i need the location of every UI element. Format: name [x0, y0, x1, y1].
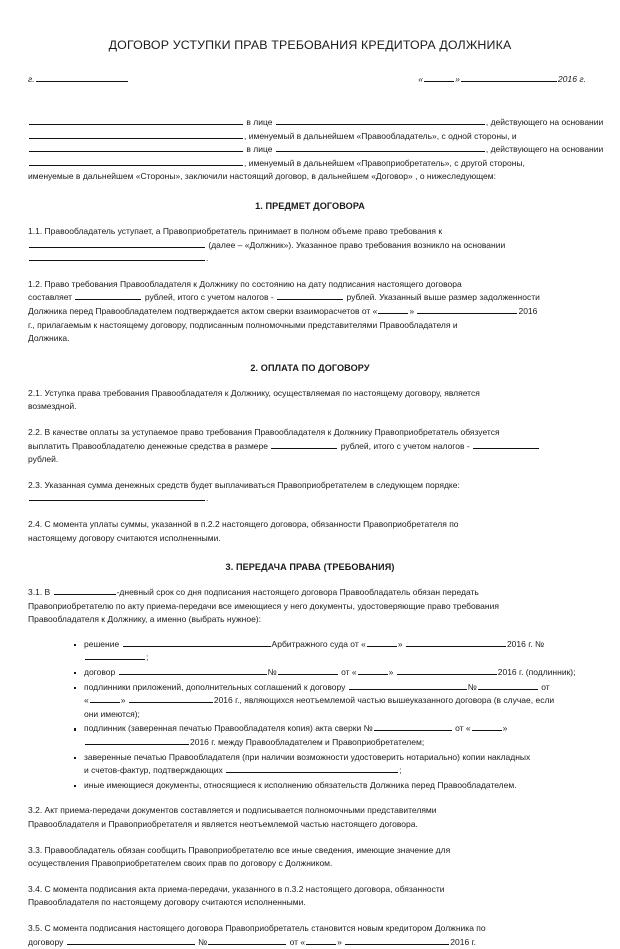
payment-amount-blank[interactable]	[271, 441, 337, 449]
page-title: ДОГОВОР УСТУПКИ ПРАВ ТРЕБОВАНИЯ КРЕДИТОРА ДОЛЖНИКА	[108, 38, 512, 52]
licensor-name-blank[interactable]	[29, 117, 243, 125]
clause-1-2-d: рублей. Указанный выше размер задолженности	[346, 292, 540, 303]
payment-order-blank[interactable]	[29, 493, 205, 501]
contract-day-blank[interactable]	[358, 667, 388, 675]
city-blank[interactable]	[36, 74, 128, 82]
date-field	[418, 74, 592, 84]
doc-1-p2: Арбитражного суда от	[271, 638, 359, 649]
doc-3-q-open: «	[84, 695, 89, 706]
licensor-representative-blank[interactable]	[276, 117, 485, 125]
party-line-3-mid: в лице	[246, 144, 273, 155]
clause-3-3-b: осуществления Правоприобретателем своих прав по договору с Должником.	[28, 858, 333, 869]
clause-3-4-a: 3.4. С момента подписания акта приема-передачи, указанного в п.3.2 настоящего договора, обязанности	[28, 883, 445, 894]
doc-5-p1: заверенные печатью Правообладателя (при наличии возможности удостоверить нотариально) копии накладных	[84, 751, 531, 762]
assignee-name-blank[interactable]	[29, 144, 243, 152]
list-item	[28, 681, 592, 722]
doc-1-p1: решение	[84, 638, 120, 649]
clause-3-4	[28, 883, 592, 910]
new-creditor-number-blank[interactable]	[208, 937, 286, 945]
annex-contract-blank[interactable]	[349, 682, 467, 690]
clause-1-2-c: рублей, итого с учетом налогов -	[144, 292, 274, 303]
party-line-2	[28, 130, 592, 144]
clause-3-5-b: договору	[28, 936, 64, 947]
date-quote-close: »	[455, 74, 460, 85]
list-item	[28, 751, 592, 778]
clause-1-1-a: 1.1. Правообладатель уступает, а Правоприобретатель принимает в полном объеме право требования к	[28, 226, 443, 237]
party-line-4	[28, 157, 592, 171]
doc-2-p2: №	[267, 667, 277, 678]
recon-quote-open: «	[372, 305, 378, 316]
clause-2-4-b: настоящему договору считаются исполненными.	[28, 532, 221, 543]
doc-1-q-close: »	[397, 638, 403, 649]
clause-1-1-b: (далее – «Должник»). Указанное право требования возникло на основании	[208, 239, 506, 250]
doc-2-p4: 2016 г. (подлинник);	[497, 667, 576, 678]
clause-3-1	[28, 586, 592, 627]
clause-3-4-b: Правообладателя по настоящему договору считаются исполненными.	[28, 897, 306, 908]
clause-1-2-g: г., прилагаемым к настоящему договору, подписанным полномочными представителями Правообладателя и	[28, 319, 458, 330]
assignee-representative-blank[interactable]	[276, 144, 485, 152]
clause-2-2	[28, 426, 592, 467]
clause-1-2	[28, 278, 592, 346]
clause-3-5-a: 3.5. С момента подписания настоящего договора Правоприобретатель становится новым кредитором Должника по	[28, 922, 486, 933]
doc-6-p1: иные имеющиеся документы, относящиеся к исполнению обязательств Должника перед Правообладателем.	[84, 779, 517, 790]
clause-3-3	[28, 844, 592, 871]
list-item	[28, 779, 592, 793]
clause-1-1	[28, 225, 592, 266]
clause-3-5	[28, 922, 592, 949]
doc-4-p3: 2016 г. между Правообладателем и Правоприобретателем;	[190, 737, 425, 748]
clause-1-2-h: Должника.	[28, 333, 70, 344]
documents-list	[28, 638, 592, 793]
claim-amount-blank[interactable]	[75, 292, 141, 300]
doc-3-p5: они имеются);	[84, 708, 140, 719]
recon-quote-close: »	[409, 305, 415, 316]
annex-month-blank[interactable]	[129, 695, 213, 703]
recon-act-month-blank[interactable]	[85, 737, 189, 745]
clause-1-1-c: .	[206, 253, 209, 264]
party-line-3-end: , действующего на основании	[485, 144, 604, 155]
clause-2-4-a: 2.4. С момента уплаты суммы, указанной в п.2.2 настоящего договора, обязанности Правоприобретателя по	[28, 518, 459, 529]
transfer-term-blank[interactable]	[54, 587, 116, 595]
doc-3-p2: №	[467, 681, 477, 692]
clause-3-1-d: Правообладателя к Должнику, а именно (выбрать нужное):	[28, 614, 262, 625]
party-line-1-mid: в лице	[246, 117, 273, 128]
city-prefix: г.	[28, 74, 35, 85]
doc-4-p2: от	[455, 723, 464, 734]
new-creditor-month-blank[interactable]	[345, 937, 449, 945]
party-line-2-text: , именуемый в дальнейшем «Правообладатель», с одной стороны, и	[244, 130, 517, 141]
clause-3-3-a: 3.3. Правообладатель обязан сообщить Правоприобретателю все иные сведения, имеющие значение для	[28, 844, 451, 855]
party-line-1-end: , действующего на основании	[485, 117, 604, 128]
doc-1-p3: 2016 г. №	[506, 638, 545, 649]
clause-3-5-c: №	[198, 936, 208, 947]
clause-2-1-a: 2.1. Уступка права требования Правообладателя к Должнику, осуществляемая по настоящему договору, является	[28, 387, 480, 398]
doc-35-q-close: »	[337, 936, 342, 947]
list-item	[28, 722, 592, 749]
annex-number-blank[interactable]	[478, 682, 538, 690]
doc-1-p4: ;	[146, 652, 149, 663]
doc-3-p4: 2016 г., являющихся неотъемлемой частью вышеуказанного договора (в случае, если	[213, 695, 555, 706]
recon-act-day-blank[interactable]	[472, 723, 502, 731]
section-heading-2: 2. ОПЛАТА ПО ДОГОВОРУ	[250, 362, 370, 373]
clause-3-1-c: Правоприобретателю по акту приема-передачи все имеющиеся у него документы, удостоверяющие право требования	[28, 600, 499, 611]
date-year: 2016 г.	[557, 74, 586, 85]
debtor-blank[interactable]	[29, 240, 205, 248]
clause-2-2-b: выплатить Правообладателю денежные средства в размере	[28, 440, 268, 451]
clause-3-1-a: 3.1. В	[28, 587, 51, 598]
payment-amount-with-tax-blank[interactable]	[473, 441, 539, 449]
doc-3-p3: от	[541, 681, 550, 692]
clause-2-3-b: .	[206, 493, 209, 504]
clause-3-2	[28, 804, 592, 831]
list-item	[28, 638, 592, 665]
doc-5-p2: и счетов-фактур, подтверждающих	[84, 765, 223, 776]
document-header-row	[28, 74, 592, 84]
court-decision-month-blank[interactable]	[406, 639, 506, 647]
doc-5-p3: ;	[399, 765, 402, 776]
doc-3-p1: подлинники приложений, дополнительных соглашений к договору	[84, 681, 346, 692]
date-month-blank[interactable]	[461, 74, 557, 82]
invoices-confirm-blank[interactable]	[226, 765, 398, 773]
clause-2-4	[28, 518, 592, 545]
court-decision-number-blank[interactable]	[85, 653, 145, 661]
contract-number-blank[interactable]	[278, 667, 338, 675]
doc-2-p3: от	[341, 667, 350, 678]
clause-2-2-a: 2.2. В качестве оплаты за уступаемое право требования Правообладателя к Должнику Правоприобретатель обязуется	[28, 426, 500, 437]
doc-4-p1: подлинник (заверенная печатью Правообладателя копия) акта сверки №	[84, 723, 373, 734]
clause-2-2-c: рублей, итого с учетом налогов -	[340, 440, 470, 451]
doc-2-q-open: «	[351, 667, 357, 678]
doc-3-q-close: »	[120, 695, 126, 706]
clause-2-3	[28, 479, 592, 506]
clause-1-2-a: 1.2. Право требования Правообладателя к Должнику по состоянию на дату подписания настоящего договора	[28, 278, 462, 289]
assignee-basis-blank[interactable]	[29, 158, 243, 166]
city-field	[28, 74, 129, 84]
clause-2-1-b: возмездной.	[28, 401, 77, 412]
clause-2-3-a: 2.3. Указанная сумма денежных средств будет выплачиваться Правоприобретателем в следующем порядке:	[28, 479, 460, 490]
claim-basis-blank[interactable]	[29, 253, 205, 261]
list-item	[28, 666, 592, 680]
party-line-1	[28, 116, 604, 130]
doc-35-q-open: «	[300, 936, 306, 947]
doc-2-q-close: »	[388, 667, 394, 678]
section-heading-3: 3. ПЕРЕДАЧА ПРАВА (ТРЕБОВАНИЯ)	[225, 562, 395, 573]
recon-act-number-blank[interactable]	[374, 723, 452, 731]
clause-3-2-a: 3.2. Акт приема-передачи документов составляется и подписывается полномочными представителями	[28, 805, 437, 816]
claim-amount-with-tax-blank[interactable]	[277, 292, 343, 300]
clause-3-1-b: -дневный срок со дня подписания настоящего договора Правообладатель обязан передать	[116, 587, 479, 598]
party-line-5: именуемые в дальнейшем «Стороны», заключили настоящий договор, в дальнейшем «Договор» , о нижеследующем:	[28, 171, 496, 182]
clause-1-2-f: 2016	[518, 305, 538, 316]
doc-1-q-open: «	[361, 638, 366, 649]
clause-2-2-d: рублей.	[28, 454, 59, 465]
date-day-blank[interactable]	[424, 74, 454, 82]
court-decision-day-blank[interactable]	[367, 639, 397, 647]
annex-day-blank[interactable]	[90, 695, 120, 703]
clause-2-1	[28, 387, 592, 414]
clause-3-5-d: от	[289, 936, 299, 947]
clause-1-2-e: Должника перед Правообладателем подтверждается актом сверки взаиморасчетов от	[28, 305, 371, 316]
doc-4-q-open: «	[465, 723, 471, 734]
section-heading-1: 1. ПРЕДМЕТ ДОГОВОРА	[255, 201, 365, 212]
clause-3-5-e: 2016 г.	[450, 936, 476, 947]
recon-day-blank[interactable]	[378, 306, 408, 314]
court-decision-blank[interactable]	[123, 639, 271, 647]
party-line-3	[28, 143, 604, 157]
contract-month-blank[interactable]	[397, 667, 497, 675]
doc-2-p1: договор	[84, 667, 116, 678]
contract-name-blank[interactable]	[119, 667, 267, 675]
doc-4-q-close: »	[502, 723, 508, 734]
licensor-basis-blank[interactable]	[29, 131, 243, 139]
date-quote-open: «	[418, 74, 424, 85]
party-line-4-text: , именуемый в дальнейшем «Правоприобретатель», с другой стороны,	[244, 157, 525, 168]
parties-block	[28, 116, 604, 184]
recon-month-blank[interactable]	[417, 306, 517, 314]
new-creditor-day-blank[interactable]	[306, 937, 336, 945]
clause-1-2-b: составляет	[28, 292, 73, 303]
new-creditor-contract-blank[interactable]	[67, 937, 195, 945]
clause-3-2-b: Правообладателя и Правоприобретателя и является неотъемлемой частью настоящего договора.	[28, 819, 418, 830]
